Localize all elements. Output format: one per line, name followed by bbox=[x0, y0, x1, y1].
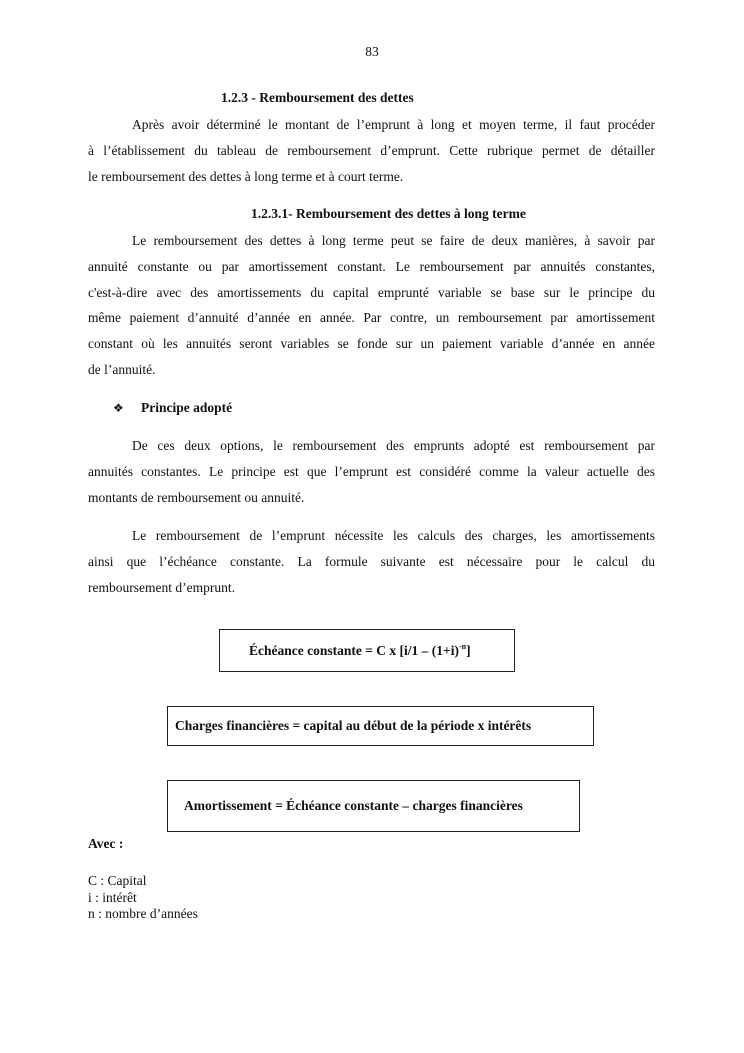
formula-echeance-exponent: -n bbox=[458, 642, 467, 651]
text-line: à l’établissement du tableau de remboursement d’emprunt. Cette rubrique permet de détailler bbox=[88, 142, 655, 158]
formula-echeance bbox=[249, 642, 471, 659]
subsection-paragraph bbox=[88, 228, 655, 383]
text-line: montants de remboursement ou annuité. bbox=[88, 489, 305, 505]
principle-heading-text: Principe adopté bbox=[141, 400, 233, 415]
text-line: constant où les annuités seront variables se fonde sur un paiement variable d’année en année bbox=[88, 336, 655, 352]
text-line: c'est-à-dire avec des amortissements du capital emprunté variable se base sur le principe du bbox=[88, 284, 655, 300]
formula-echeance-close: ] bbox=[466, 643, 471, 658]
formula-charges: Charges financières = capital au début de la période x intérêts bbox=[175, 718, 532, 733]
text-line: Le remboursement de l’emprunt nécessite les calculs des charges, les amortissements bbox=[132, 528, 655, 543]
section-heading: 1.2.3 - Remboursement des dettes bbox=[221, 90, 414, 105]
principle-paragraph-2 bbox=[88, 523, 655, 600]
legend-list bbox=[88, 873, 198, 923]
text-line: même paiement d’annuité d’année en année. Par contre, un remboursement par amortissement bbox=[88, 310, 655, 326]
formula-box-amortissement bbox=[167, 780, 580, 832]
formula-box-echeance bbox=[219, 629, 515, 672]
formula-amortissement: Amortissement = Échéance constante – charges financières bbox=[184, 798, 523, 813]
text-line: Le remboursement des dettes à long terme peut se faire de deux manières, à savoir par bbox=[132, 233, 655, 248]
text-line: remboursement d’emprunt. bbox=[88, 579, 235, 595]
page-number: 83 bbox=[365, 44, 379, 59]
subsection-heading: 1.2.3.1- Remboursement des dettes à long terme bbox=[251, 206, 526, 221]
principle-paragraph-1 bbox=[88, 433, 655, 510]
text-line: annuité constante ou par amortissement constant. Le remboursement par annuités constantes, bbox=[88, 258, 655, 274]
diamond-bullet-icon: ❖ bbox=[113, 401, 124, 415]
legend-item-capital: C : Capital bbox=[88, 873, 147, 888]
legend-title: Avec : bbox=[88, 836, 124, 851]
text-line: Après avoir déterminé le montant de l’emprunt à long et moyen terme, il faut procéder bbox=[132, 117, 655, 132]
formula-echeance-main: Échéance constante = C x [i/1 – (1+i) bbox=[249, 643, 459, 658]
legend-item-interet: i : intérêt bbox=[88, 889, 137, 905]
legend-item-annees: n : nombre d’années bbox=[88, 906, 198, 921]
text-line: le remboursement des dettes à long terme et à court terme. bbox=[88, 168, 404, 184]
text-line: de l’annuité. bbox=[88, 361, 156, 377]
formula-box-charges bbox=[167, 706, 594, 746]
text-line: De ces deux options, le remboursement des emprunts adopté est remboursement par bbox=[132, 438, 655, 453]
intro-paragraph bbox=[88, 112, 655, 189]
principle-heading bbox=[113, 400, 232, 416]
text-line: ainsi que l’échéance constante. La formule suivante est nécessaire pour le calcul du bbox=[88, 553, 655, 569]
text-line: annuités constantes. Le principe est que l’emprunt est considéré comme la valeur actuelle des bbox=[88, 463, 655, 479]
